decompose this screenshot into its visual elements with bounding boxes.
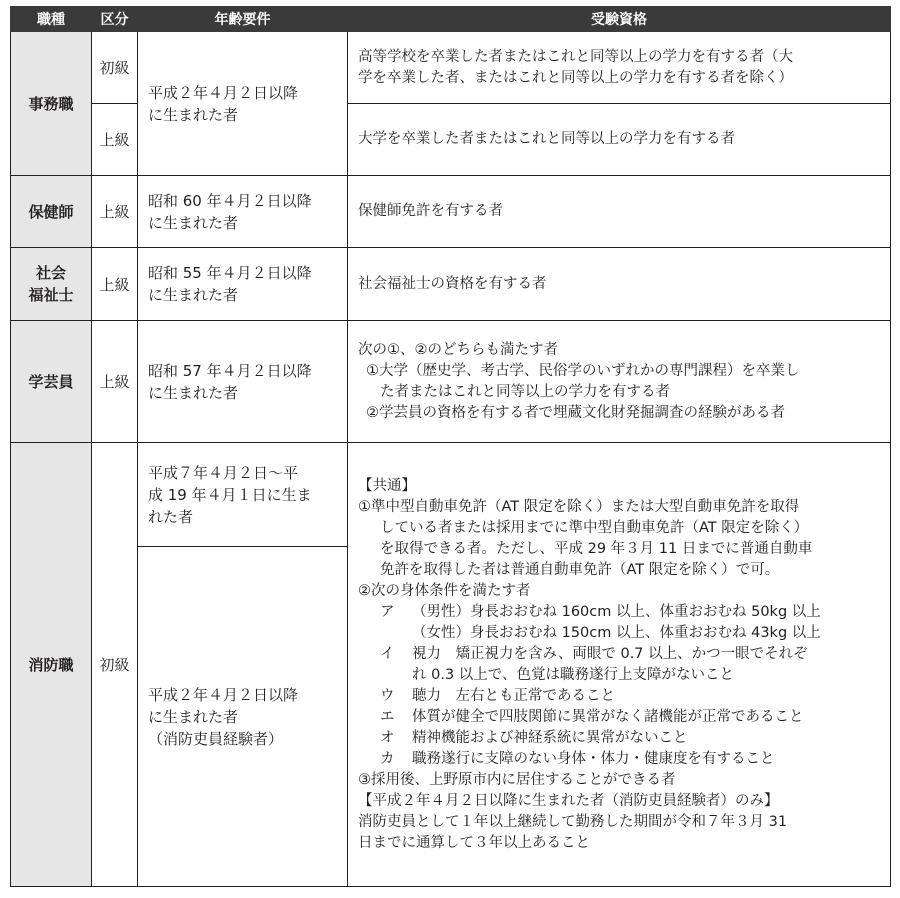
qual-line: している者または採用までに準中型自動車免許（AT 限定を除く）	[380, 519, 809, 536]
kana-label: カ	[380, 750, 395, 767]
qual-line: 日までに通算して３年以上あること	[358, 834, 590, 851]
kubun-gakugeiin: 上級	[92, 321, 138, 443]
qual-line: 【平成２年４月２日以降に生まれた者（消防吏員経験者）のみ】	[358, 792, 779, 809]
qual-line: を取得できる者。ただし、平成 29 年３月 11 日までに普通自動車	[380, 540, 813, 557]
qual-text: （男性）身長おおむね 160cm 以上、体重おおむね 50kg 以上	[412, 603, 821, 620]
qual-line	[358, 686, 882, 707]
age-gakugeiin	[138, 321, 348, 443]
row-gakugeiin	[11, 321, 891, 443]
age-line: に生まれた者	[148, 383, 239, 402]
qual-line	[358, 728, 882, 749]
kubun-shoboshoku: 初級	[92, 443, 138, 887]
qual-line	[358, 644, 882, 665]
qual-line: ①大学（歴史学、考古学、民俗学のいずれかの専門課程）を卒業し	[366, 362, 800, 379]
qual-line: れ 0.3 以上で、色覚は職務遂行上支障がないこと	[412, 666, 734, 683]
kana-label: エ	[380, 708, 395, 725]
age-line: に生まれた者	[148, 286, 239, 304]
age-line: 昭和 55 年４月２日以降	[148, 264, 312, 282]
qual-hokenshi	[348, 176, 891, 248]
age-line: 平成７年４月２日～平	[148, 463, 299, 482]
kubun-jimu-jokyu: 上級	[92, 104, 138, 176]
job-line: 社会	[35, 264, 66, 282]
age-hokenshi	[138, 176, 348, 248]
row-shoboshoku-1	[11, 443, 891, 547]
qual-text: 職務遂行に支障のない身体・体力・健康度を有すること	[412, 750, 775, 767]
qual-line	[358, 707, 882, 728]
header-age: 年齢要件	[138, 7, 348, 32]
age-line: に生まれた者	[148, 213, 239, 232]
qual-line: ②次の身体条件を満たす者	[358, 582, 531, 599]
age-shoboshoku-2	[138, 547, 348, 887]
kubun-jimu-shokyu: 初級	[92, 32, 138, 104]
kana-label: ウ	[380, 687, 395, 704]
qual-text: 体質が健全で四肢関節に異常がなく諸機能が正常であること	[412, 708, 804, 725]
qual-line: ③採用後、上野原市内に居住することができる者	[358, 771, 676, 788]
qual-shoboshoku	[348, 443, 891, 887]
qual-line: 免許を取得した者は普通自動車免許（AT 限定を除く）で可。	[380, 561, 780, 578]
job-line: 福祉士	[28, 286, 74, 304]
qual-line: 学を卒業した者、またはこれと同等以上の学力を有する者を除く）	[358, 69, 793, 86]
header-kubun: 区分	[92, 7, 138, 32]
age-line: 昭和 57 年４月２日以降	[148, 361, 312, 380]
job-shakaifukushishi	[11, 248, 92, 321]
age-line: 昭和 60 年４月２日以降	[148, 191, 312, 210]
kubun-hokenshi: 上級	[92, 176, 138, 248]
age-line: 平成２年４月２日以降	[148, 685, 299, 704]
kana-label: イ	[380, 645, 395, 662]
age-line: に生まれた者	[148, 105, 239, 124]
qual-line: 次の①、②のどちらも満たす者	[358, 341, 558, 358]
qual-gakugeiin	[348, 321, 891, 443]
qual-line: た者またはこれと同等以上の学力を有する者	[380, 383, 670, 400]
kana-label: オ	[380, 729, 395, 746]
age-shakaifukushishi	[138, 248, 348, 321]
qual-line: ①準中型自動車免許（AT 限定を除く）または大型自動車免許を取得	[358, 498, 800, 515]
qual-text: 聴力 左右とも正常であること	[412, 687, 615, 704]
qual-text: 視力 矯正視力を含み、両眼で 0.7 以上、かつ一眼でそれぞ	[412, 645, 808, 662]
qual-line: 保健師免許を有する者	[358, 203, 503, 219]
age-shoboshoku-1	[138, 443, 348, 547]
qual-line: ②学芸員の資格を有する者で埋蔵文化財発掘調査の経験がある者	[366, 404, 785, 421]
qual-line: 社会福祉士の資格を有する者	[358, 275, 547, 292]
age-line: （消防吏員経験者）	[148, 729, 284, 748]
qual-line	[358, 602, 882, 623]
age-line: 成 19 年４月１日に生ま	[148, 485, 312, 504]
header-job: 職種	[11, 7, 92, 32]
age-jimu	[138, 32, 348, 176]
job-shoboshoku: 消防職	[11, 443, 92, 887]
qual-shakaifukushishi	[348, 248, 891, 321]
age-line: 平成２年４月２日以降	[148, 83, 299, 102]
row-jimu-shokyu	[11, 32, 891, 104]
kana-label: ア	[380, 603, 395, 620]
row-hokenshi	[11, 176, 891, 248]
qual-jimu-shokyu	[348, 32, 891, 104]
header-row	[11, 7, 891, 32]
age-line: に生まれた者	[148, 707, 239, 726]
kubun-shakaifukushishi: 上級	[92, 248, 138, 321]
qual-line: 消防吏員として１年以上継続して勤務した期間が令和７年３月 31	[358, 813, 788, 830]
qual-line: 【共通】	[358, 477, 416, 494]
qual-line: 高等学校を卒業した者またはこれと同等以上の学力を有する者（大	[358, 48, 793, 65]
row-shakaifukushishi	[11, 248, 891, 321]
qual-line: （女性）身長おおむね 150cm 以上、体重おおむね 43kg 以上	[412, 624, 821, 641]
job-hokenshi: 保健師	[11, 176, 92, 248]
qual-line: 大学を卒業した者またはこれと同等以上の学力を有する者	[358, 131, 735, 147]
qual-text: 精神機能および神経系統に異常がないこと	[412, 729, 688, 746]
job-gakugeiin: 学芸員	[11, 321, 92, 443]
qual-jimu-jokyu	[348, 104, 891, 176]
qual-line	[358, 749, 882, 770]
age-line: れた者	[148, 507, 194, 526]
exam-qualification-table	[10, 6, 891, 887]
job-jimu: 事務職	[11, 32, 92, 176]
header-qualification: 受験資格	[348, 7, 891, 32]
